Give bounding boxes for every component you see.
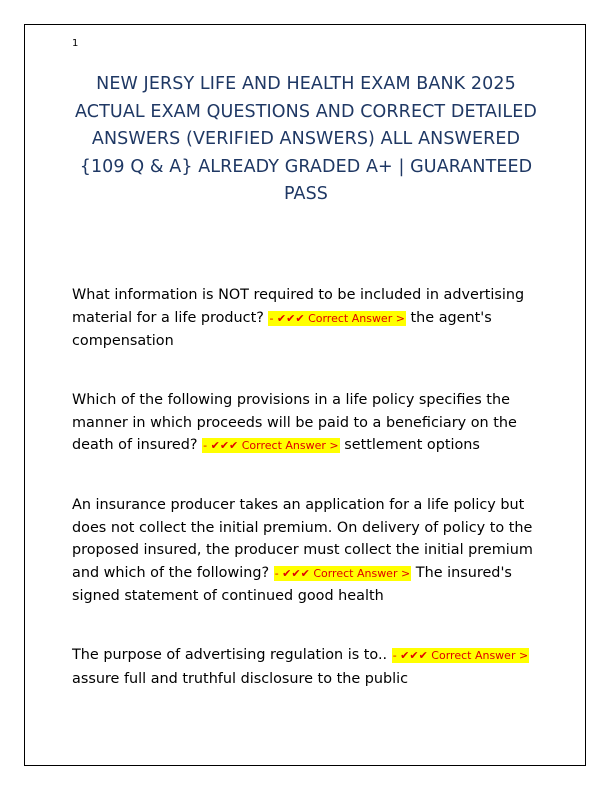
qa-item: [72, 644, 542, 690]
correct-answer-tag: - ✔✔✔ Correct Answer >: [269, 311, 405, 325]
page-number: 1: [72, 38, 79, 49]
answer-text: the agent's compensation: [72, 309, 492, 350]
question-text: Which of the following provisions in a life policy specifies the manner in which proceeds will be paid to a beneficiary on the death of insured?: [72, 392, 517, 454]
qa-item: [72, 494, 542, 608]
qa-item: [72, 389, 542, 458]
question-text: An insurance producer takes an application for a life policy but does not collect the initial premium. On delivery of policy to the proposed insured, the producer must collect the initial premium and which of the following?: [72, 497, 533, 581]
correct-answer-tag: - ✔✔✔ Correct Answer >: [392, 649, 529, 662]
correct-answer-tag: - ✔✔✔ Correct Answer >: [203, 439, 339, 453]
question-text: What information is NOT required to be included in advertising material for a life product?: [72, 287, 525, 326]
correct-answer-tag: - ✔✔✔ Correct Answer >: [274, 566, 411, 580]
answer-text: settlement options: [344, 437, 480, 454]
answer-text: The insured's signed statement of continued good health: [72, 564, 512, 605]
answer-text: assure full and truthful disclosure to the public: [72, 670, 409, 687]
question-text: The purpose of advertising regulation is to..: [72, 647, 388, 663]
document-title: NEW JERSY LIFE AND HEALTH EXAM BANK 2025 ACTUAL EXAM QUESTIONS AND CORRECT DETAILED ANSWERS (VERIFIED ANSWERS) ALL ANSWERED {109 Q & A} ALREADY GRADED A+ | GUARANTEED PASS: [75, 74, 537, 205]
qa-item: [72, 284, 542, 353]
